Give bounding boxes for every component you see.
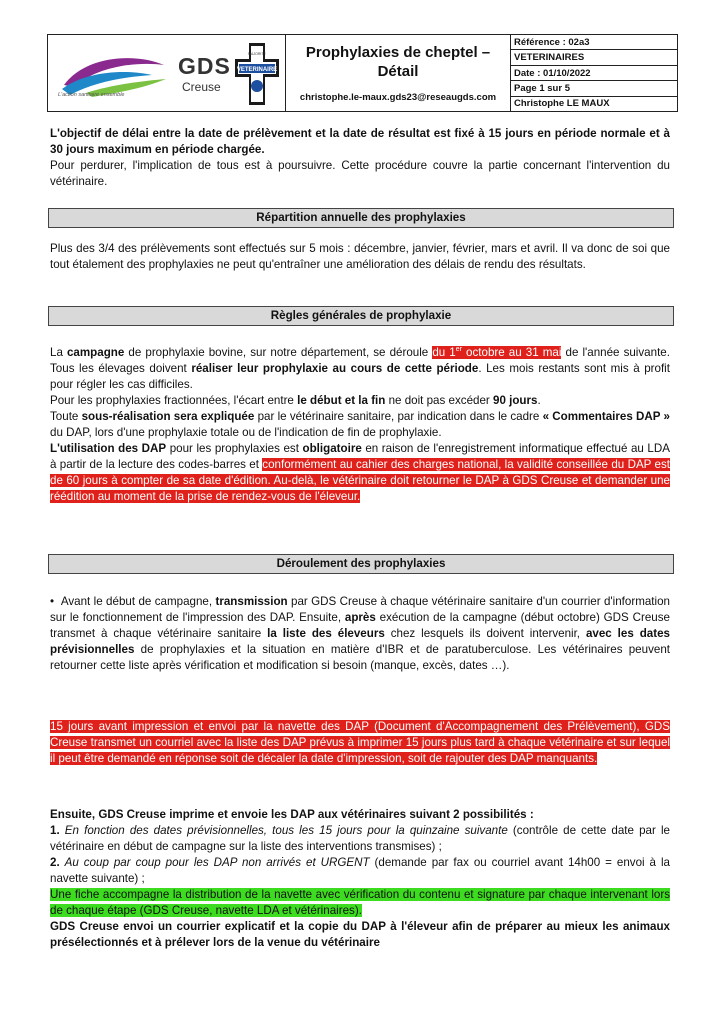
- campaign-dates-highlight: du 1er octobre au 31 mai: [432, 346, 562, 359]
- option-2: 2. Au coup par coup pour les DAP non arrivés et URGENT (demande par fax ou courriel avant 14h00 = envoi à la navette suivante) ;: [50, 856, 670, 885]
- date-field: Date : 01/10/2022: [511, 66, 677, 81]
- repartition-block: [50, 241, 670, 273]
- title-line-2: Détail: [377, 63, 419, 80]
- veterinaire-cross-icon: [233, 41, 281, 107]
- section-deroulement-heading: Déroulement des prophylaxies: [48, 554, 674, 574]
- repartition-text: Plus des 3/4 des prélèvements sont effectués sur 5 mois : décembre, janvier, février, mars et avril. Il va donc de soi que tout étalement des prophylaxies ne peut qu'entraîner une amélioration des délais de rendu des résultats.: [50, 242, 670, 271]
- intro-block: [50, 126, 670, 190]
- meta-cell: [511, 35, 677, 111]
- dap-notice-highlight: 15 jours avant impression et envoi par la navette des DAP (Document d'Accompagnement des Prélèvement), GDS Creuse transmet un courriel avec la liste des DAP prévus à imprimer 15 jours plus tard à chaque vétérinaire et sur lequel il peut être demandé en réponse soit de décaler la date d'impression, soit de rajouter des DAP manquants.: [50, 720, 670, 765]
- red-notice-block: [50, 719, 670, 767]
- vet-badge-label: VETERINAIRE: [236, 67, 278, 73]
- logo-tagline: L'action sanitaire ensemble: [58, 92, 125, 98]
- deroulement-block: [50, 594, 670, 674]
- impression-block: [50, 807, 670, 951]
- document-header: [47, 34, 678, 112]
- regles-campagne: La campagne de prophylaxie bovine, sur notre département, se déroule du 1er octobre au 31 mai de l'année suivante. Tous les élevages doivent réaliser leur prophylaxie au cours de cette période. Les mois restants sont mis à profit pour régler les cas difficiles.: [50, 346, 670, 391]
- impression-title: Ensuite, GDS Creuse imprime et envoie les DAP aux vétérinaires suivant 2 possibilités :: [50, 808, 534, 821]
- reference-field: Référence : 02a3: [511, 35, 677, 50]
- courrier-eleveur: GDS Creuse envoi un courrier explicatif et la copie du DAP à l'éleveur afin de préparer au mieux les animaux présélectionnés et à prélever lors de la venue du vétérinaire: [50, 920, 670, 949]
- regles-sous-realisation: Toute sous-réalisation sera expliquée par le vétérinaire sanitaire, par indication dans le cadre « Commentaires DAP » du DAP, lors d'une prophylaxie totale ou de l'indication de fin de prophylaxie.: [50, 410, 670, 439]
- page-field: Page 1 sur 5: [511, 81, 677, 96]
- logo-cell: [48, 35, 286, 111]
- regles-dap: L'utilisation des DAP pour les prophylaxies est obligatoire en raison de l'enregistrement informatique effectué au LDA à partir de la lecture des codes-barres et conformément au cahier des charges national, la validité conseillée du DAP est de 60 jours à compter de sa date d'édition. Au-delà, le vétérinaire doit retourner le DAP à GDS Creuse et demander une réédition au moment de la prise de rendez-vous de l'éleveur.: [50, 442, 670, 503]
- regles-block: [50, 345, 670, 505]
- title-line-1: Prophylaxies de cheptel –: [305, 44, 491, 61]
- navette-notice-highlight: Une fiche accompagne la distribution de la navette avec vérification du contenu et signature par chaque intervenant lors de chaque étape (GDS Creuse, navette LDA et vétérinaires).: [50, 888, 670, 917]
- author-field: Christophe LE MAUX: [514, 98, 610, 110]
- bullet-icon: •: [50, 595, 55, 608]
- section-regles-heading: Règles générales de prophylaxie: [48, 306, 674, 326]
- author-email: christophe.le-maux.gds23@reseaugds.com: [299, 92, 497, 103]
- option-1: 1. En fonction des dates prévisionnelles, tous les 15 jours pour la quinzaine suivante (contrôle de cette date par le vétérinaire en début de campagne sur la liste des interventions transmises) ;: [50, 824, 670, 853]
- section-repartition-heading: Répartition annuelle des prophylaxies: [48, 208, 674, 228]
- category-field: VETERINAIRES: [511, 50, 677, 65]
- intro-objective: L'objectif de délai entre la date de prélèvement et la date de résultat est fixé à 15 jours en période normale et à 30 jours maximum en période chargée.: [50, 127, 670, 156]
- dap-validity-highlight: conformément au cahier des charges national, la validité conseillée du DAP est de 60 jours à compter de sa date d'édition. Au-delà, le vétérinaire doit retourner le DAP à GDS Creuse et demander une réédition au moment de la prise de rendez-vous de l'éleveur.: [50, 458, 670, 503]
- intro-note: Pour perdurer, l'implication de tous est à poursuivre. Cette procédure couvre la partie concernant l'intervention du vétérinaire.: [50, 159, 670, 188]
- deroulement-intro: • Avant le début de campagne, transmission par GDS Creuse à chaque vétérinaire sanitaire d'un courrier d'information sur le fonctionnement de l'impression des DAP. Ensuite, après exécution de la campagne (début octobre) GDS Creuse transmet à chaque vétérinaire sanitaire la liste des éleveurs chez lesquels ils doivent intervenir, avec les dates prévisionnelles de prophylaxies et la situation en matière d'IBR et de paratuberculose. Les vétérinaires peuvent retourner cette liste après vérification et modification si besoin (manque, excès, dates …).: [50, 595, 670, 672]
- logo-subtitle: Creuse: [182, 80, 221, 94]
- logo-name: GDS: [178, 53, 231, 79]
- regles-fractionnees: Pour les prophylaxies fractionnées, l'écart entre le début et la fin ne doit pas excéder 90 jours.: [50, 394, 541, 407]
- vet-badge-top-label: MAJORITÉ: [248, 52, 266, 56]
- document-title: [286, 43, 510, 81]
- title-cell: [286, 35, 511, 111]
